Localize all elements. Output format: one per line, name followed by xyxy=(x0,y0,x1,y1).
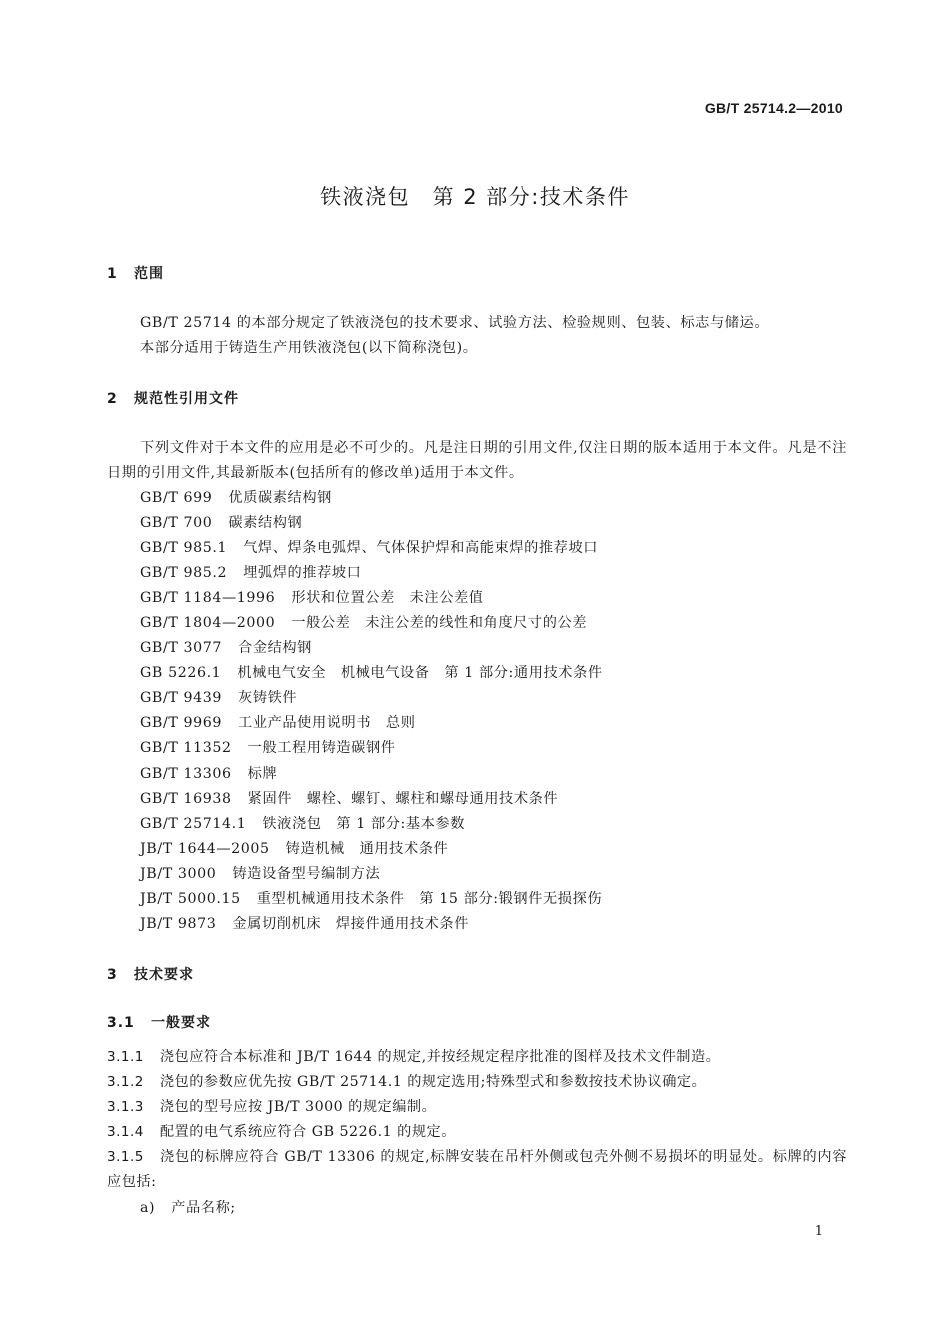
reference-code: GB/T 13306 xyxy=(140,765,232,782)
section-2-intro: 下列文件对于本文件的应用是必不可少的。凡是注日期的引用文件,仅注日期的版本适用于本文件。凡是不注日期的引用文件,其最新版本(包括所有的修改单)适用于本文件。 xyxy=(107,440,847,481)
list-text: 产品名称; xyxy=(171,1200,236,1216)
section-number: 2 xyxy=(107,391,118,407)
reference-item xyxy=(140,787,603,812)
clause-3-1-2 xyxy=(107,1070,847,1095)
reference-title: 铁液浇包 第 1 部分:基本参数 xyxy=(262,815,466,832)
clause-3-1-3 xyxy=(107,1095,847,1120)
reference-item xyxy=(140,912,603,937)
reference-item xyxy=(140,736,603,761)
reference-item xyxy=(140,862,603,887)
clause-text: 浇包的参数应优先按 GB/T 25714.1 的规定选用;特殊型式和参数按技术协议确定。 xyxy=(159,1074,707,1090)
reference-item xyxy=(140,586,603,611)
reference-item xyxy=(140,812,603,837)
reference-code: GB/T 985.1 xyxy=(140,540,228,557)
reference-code: GB/T 11352 xyxy=(140,740,232,757)
reference-code: GB/T 25714.1 xyxy=(140,815,247,832)
standard-code: GB/T 25714.2—2010 xyxy=(704,100,843,116)
section-2-heading xyxy=(107,388,239,408)
reference-code: JB/T 9873 xyxy=(140,915,217,932)
reference-code: GB/T 3077 xyxy=(140,640,223,657)
clause-text: 浇包应符合本标准和 JB/T 1644 的规定,并按经规定程序批准的图样及技术文件制造。 xyxy=(159,1049,721,1065)
list-item-a xyxy=(140,1197,236,1217)
subsection-number: 3.1 xyxy=(107,1015,135,1031)
reference-item xyxy=(140,837,603,862)
reference-code: JB/T 3000 xyxy=(140,865,217,882)
reference-code: GB/T 16938 xyxy=(140,790,232,807)
reference-title: 标牌 xyxy=(247,765,278,782)
clause-number: 3.1.4 xyxy=(107,1124,144,1140)
list-marker: a) xyxy=(140,1200,156,1216)
subsection-title: 一般要求 xyxy=(151,1015,211,1031)
subsection-3-1-heading xyxy=(107,1012,211,1032)
reference-title: 灰铸铁件 xyxy=(238,690,298,707)
reference-code: GB/T 700 xyxy=(140,515,213,532)
section-title: 范围 xyxy=(134,266,164,282)
section-1-heading xyxy=(107,263,164,283)
section-1-paragraph-2: 本部分适用于铸造生产用铁液浇包(以下简称浇包)。 xyxy=(140,340,478,356)
section-1-paragraph-1: GB/T 25714 的本部分规定了铁液浇包的技术要求、试验方法、检验规则、包装、标志与储运。 xyxy=(140,315,770,331)
reference-title: 机械电气安全 机械电气设备 第 1 部分:通用技术条件 xyxy=(237,665,603,682)
reference-code: GB/T 9969 xyxy=(140,715,223,732)
reference-title: 气焊、焊条电弧焊、气体保护焊和高能束焊的推荐坡口 xyxy=(243,540,599,557)
reference-item xyxy=(140,536,603,561)
reference-title: 铸造机械 通用技术条件 xyxy=(285,840,449,857)
section-number: 3 xyxy=(107,967,118,983)
clause-number: 3.1.3 xyxy=(107,1099,144,1115)
section-title: 技术要求 xyxy=(134,967,194,983)
reference-title: 埋弧焊的推荐坡口 xyxy=(243,565,362,582)
reference-title: 铸造设备型号编制方法 xyxy=(232,865,381,882)
clause-3-1-1 xyxy=(107,1045,847,1070)
clause-number: 3.1.2 xyxy=(107,1074,144,1090)
reference-code: GB/T 1184—1996 xyxy=(140,590,276,607)
clause-number: 3.1.5 xyxy=(107,1149,144,1165)
clause-number: 3.1.1 xyxy=(107,1049,144,1065)
reference-code: GB/T 1804—2000 xyxy=(140,615,276,632)
reference-item xyxy=(140,887,603,912)
section-3-heading xyxy=(107,964,194,984)
document-title: 铁液浇包 第 2 部分:技术条件 xyxy=(320,185,630,209)
reference-code: GB/T 699 xyxy=(140,490,213,506)
reference-title: 一般公差 未注公差的线性和角度尺寸的公差 xyxy=(291,615,588,632)
reference-code: JB/T 5000.15 xyxy=(140,890,241,907)
reference-item xyxy=(140,686,603,711)
reference-code: JB/T 1644—2005 xyxy=(140,840,270,857)
reference-title: 合金结构钢 xyxy=(238,640,312,657)
reference-item xyxy=(140,762,603,787)
clause-text: 浇包的型号应按 JB/T 3000 的规定编制。 xyxy=(159,1099,437,1115)
reference-title: 金属切削机床 焊接件通用技术条件 xyxy=(232,915,469,932)
reference-title: 重型机械通用技术条件 第 15 部分:锻钢件无损探伤 xyxy=(256,890,603,907)
reference-item xyxy=(140,636,603,661)
reference-code: GB 5226.1 xyxy=(140,665,222,682)
reference-item xyxy=(140,711,603,736)
reference-title: 一般工程用铸造碳钢件 xyxy=(247,740,396,757)
clause-text: 浇包的标牌应符合 GB/T 13306 的规定,标牌安装在吊杆外侧或包壳外侧不易损坏的明显处。标牌的内容应包括: xyxy=(107,1149,847,1190)
reference-title: 形状和位置公差 未注公差值 xyxy=(291,590,484,607)
reference-title: 碳素结构钢 xyxy=(228,515,303,532)
page-number: 1 xyxy=(814,1224,823,1239)
reference-list xyxy=(140,486,603,937)
reference-item xyxy=(140,661,603,686)
reference-title: 工业产品使用说明书 总则 xyxy=(238,715,416,732)
reference-item xyxy=(140,561,603,586)
reference-code: GB/T 9439 xyxy=(140,690,223,707)
reference-title: 优质碳素结构钢 xyxy=(228,490,332,506)
section-number: 1 xyxy=(107,266,118,282)
clause-text: 配置的电气系统应符合 GB 5226.1 的规定。 xyxy=(159,1124,456,1140)
reference-item xyxy=(140,511,603,536)
clause-3-1-4 xyxy=(107,1120,847,1145)
clause-3-1-5 xyxy=(107,1145,847,1195)
reference-code: GB/T 985.2 xyxy=(140,565,228,582)
reference-item xyxy=(140,611,603,636)
section-title: 规范性引用文件 xyxy=(134,391,239,407)
reference-item xyxy=(140,486,603,511)
reference-title: 紧固件 螺栓、螺钉、螺柱和螺母通用技术条件 xyxy=(247,790,559,807)
